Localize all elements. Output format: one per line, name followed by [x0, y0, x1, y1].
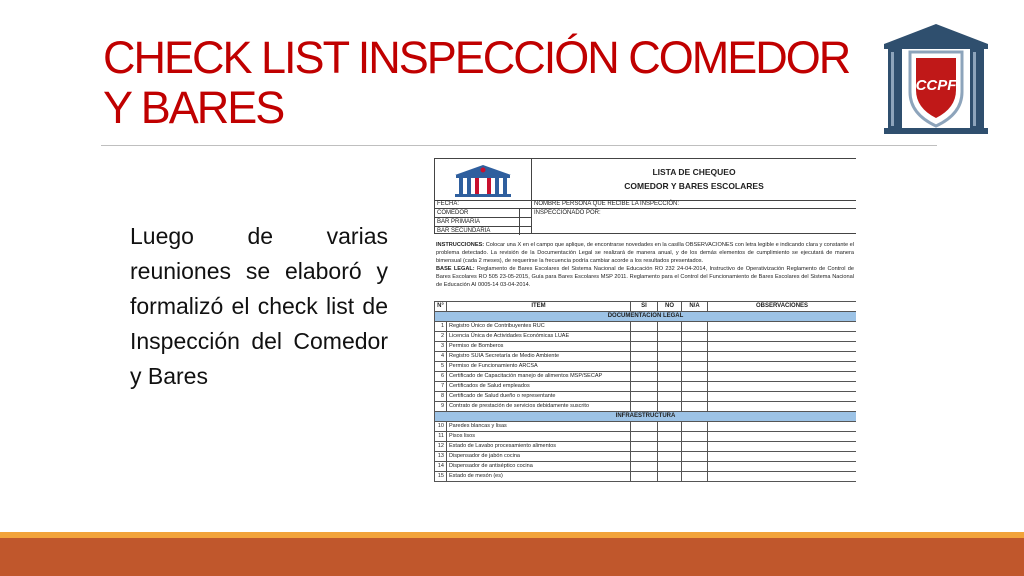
checklist-meta-left	[435, 200, 532, 233]
row-item: Permiso de Funcionamiento ARCSA	[447, 362, 631, 372]
col-na-header: N/A	[682, 302, 708, 312]
table-row	[435, 342, 857, 352]
row-num: 14	[435, 462, 447, 472]
checklist-title-line1: LISTA DE CHEQUEO	[652, 167, 736, 177]
nombre-label: NOMBRE PERSONA QUE RECIBE LA INSPECCIÓN:	[534, 201, 680, 207]
table-row	[435, 332, 857, 342]
table-row	[435, 372, 857, 382]
row-num: 7	[435, 382, 447, 392]
row-item: Estado de Lavabo procesamiento alimentos	[447, 442, 631, 452]
checklist-title-line2: COMEDOR Y BARES ESCOLARES	[624, 181, 764, 191]
table-row	[435, 382, 857, 392]
table-row	[435, 322, 857, 332]
section-infraestructura: INFRAESTRUCTURA	[435, 412, 857, 422]
checklist-title	[532, 165, 856, 193]
body-paragraph: Luego de varias reuniones se elaboró y formalizó el check list de Inspección del Comedor y Bares	[130, 223, 388, 389]
col-obs-header: OBSERVACIONES	[708, 302, 857, 312]
row-num: 12	[435, 442, 447, 452]
row-item: Registro SUIA Secretaría de Medio Ambiente	[447, 352, 631, 362]
row-num: 10	[435, 422, 447, 432]
bar-primaria-row	[435, 218, 531, 227]
row-num: 3	[435, 342, 447, 352]
col-si-header: SI	[631, 302, 658, 312]
row-item: Pisos lisos	[447, 432, 631, 442]
footer-bar	[0, 538, 1024, 576]
table-row	[435, 472, 857, 482]
table-row	[435, 362, 857, 372]
row-item: Certificado de Salud dueño o representante	[447, 392, 631, 402]
section-row	[435, 312, 857, 322]
table-row	[435, 452, 857, 462]
bar-secundaria-row	[435, 227, 531, 235]
title-divider	[101, 145, 937, 146]
checklist-logo-cell	[435, 159, 532, 200]
logo-text: CCPF	[915, 77, 957, 94]
row-num: 9	[435, 402, 447, 412]
row-item: Dispensador de antiséptico cocina	[447, 462, 631, 472]
bar-primaria-label: BAR PRIMARIA	[437, 219, 481, 225]
row-item: Contrato de prestación de servicios debidamente suscrito	[447, 402, 631, 412]
bar-secundaria-label: BAR SECUNDARIA	[437, 228, 491, 234]
table-row	[435, 392, 857, 402]
row-item: Permiso de Bomberos	[447, 342, 631, 352]
base-legal-text: Reglamento de Bares Escolares del Sistema Nacional de Educación RO 232 24-04-2014, Instructivo de Operativización Reglamento de Control de Bares Escolares RO 505 23-05-2015, Guía para Bares Escolares MSP 2011. Reglamento para el Control del Funcionamiento de Bares Escolares del Sistema Nacional de Educación AI 0005-14 03-04-2014.	[436, 266, 854, 288]
instrucciones-text: Colocar una X en el campo que aplique, de encontrarse novedades en la casilla OBSERVACIONES con letra legible e indicando clara y constante el problema detectado. La revisión de la Documentación Legal se realizará de manera anual, y de los demás elementos de cumplimiento se ejecutará de manera bimensual (cada 2 meses), de requerirse la frecuencia podría cambiar acorde a los resultados presentados.	[436, 242, 855, 264]
building-icon	[435, 159, 531, 200]
fecha-label: FECHA:	[435, 200, 531, 209]
row-item: Paredes blancas y lisas	[447, 422, 631, 432]
row-num: 15	[435, 472, 447, 482]
ccpf-logo	[880, 22, 992, 136]
checklist-instructions	[436, 241, 854, 289]
checklist-document-image	[434, 158, 856, 494]
table-row	[435, 432, 857, 442]
comedor-label: COMEDOR	[437, 210, 469, 216]
row-num: 13	[435, 452, 447, 462]
table-header-row	[435, 302, 857, 312]
row-item: Certificados de Salud empleados	[447, 382, 631, 392]
row-num: 11	[435, 432, 447, 442]
table-row	[435, 352, 857, 362]
inspeccionado-label: INSPECCIONADO POR:	[534, 210, 601, 216]
row-item: Estado de mesón (es)	[447, 472, 631, 482]
col-num-header: N°	[435, 302, 447, 312]
row-num: 6	[435, 372, 447, 382]
row-num: 8	[435, 392, 447, 402]
section-row	[435, 412, 857, 422]
table-row	[435, 442, 857, 452]
section-documentacion-legal: DOCUMENTACIÓN LEGAL	[435, 312, 857, 322]
base-legal-label: BASE LEGAL:	[436, 266, 475, 272]
checklist-header	[434, 158, 856, 201]
row-num: 4	[435, 352, 447, 362]
row-item: Certificado de Capacitación manejo de alimentos MSP/SECAP	[447, 372, 631, 382]
checklist-table	[434, 301, 856, 482]
row-item: Registro Único de Contribuyentes RUC	[447, 322, 631, 332]
instrucciones-label: INSTRUCCIONES:	[436, 242, 485, 248]
slide-title: CHECK LIST INSPECCIÓN COMEDOR Y BARES	[103, 32, 850, 133]
row-num: 2	[435, 332, 447, 342]
col-no-header: NO	[658, 302, 682, 312]
row-item: Licencia Única de Actividades Económicas LUAE	[447, 332, 631, 342]
row-num: 1	[435, 322, 447, 332]
table-row	[435, 422, 857, 432]
checklist-meta	[434, 200, 856, 234]
col-item-header: ITEM	[447, 302, 631, 312]
row-num: 5	[435, 362, 447, 372]
table-row	[435, 462, 857, 472]
table-row	[435, 402, 857, 412]
row-item: Dispensador de jabón cocina	[447, 452, 631, 462]
comedor-row	[435, 209, 531, 218]
